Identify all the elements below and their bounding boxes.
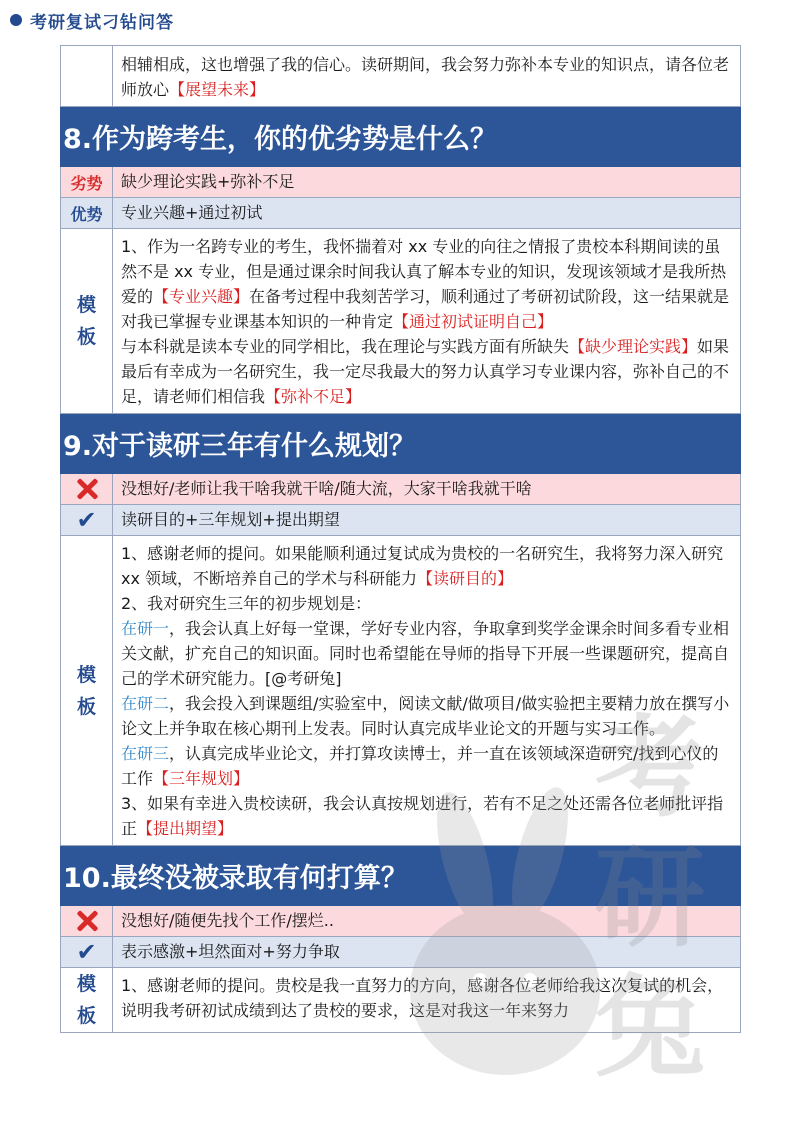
q8-template-row [61,229,741,414]
q9-template-label-text: 模板 [76,663,96,718]
q8-p2a: 与本科就是读本专业的同学相比，我在理论与实践方面有所缺失 [121,337,570,356]
q8-title: 8.作为跨考生，你的优劣势是什么？ [63,124,498,155]
q8-strong-row [61,198,741,229]
q8-p2b: 如果最后有幸成为一名研究生，我一定尽我最大的努力认真学习专业课内容，弥补自己的不足，请老师们相信我 [121,337,730,406]
q9-paragraph-1 [121,541,732,591]
q9-header [61,414,741,474]
q9-title: 9.对于读研三年有什么规划？ [63,431,417,462]
cross-icon [75,909,99,933]
q9-p3: 3、如果有幸进入贵校读研，我会认真按规划进行，若有不足之处还需各位老师批评指正 [121,794,724,838]
check-icon: ✔ [76,506,97,534]
q8-p1a: 1、作为一名跨专业的考生，我怀揣着对 xx 专业的向往之情报了贵校本科期间读的虽然不是 xx 专业，但是通过课余时间我认真了解本专业的知识，发现该领域才是我所热爱的 [121,237,727,306]
q8-weak-text: 缺少理论实践+弥补不足 [113,167,741,198]
q8-template-label-text: 模板 [76,294,96,348]
watermark-char-2: 研 [595,834,705,962]
q8-strong-text: 专业兴趣+通过初试 [113,198,741,229]
q9-template-text [113,536,741,846]
check-icon: ✔ [76,938,97,966]
q8-weak-row [61,167,741,198]
watermark-char-3: 兔 [595,964,705,1092]
q10-bad-text: 没想好/随便先找个工作/摆烂.. [113,906,741,937]
q8-title-cell [61,107,741,167]
intro-text-cell [113,46,741,107]
cross-icon [75,477,99,501]
q9-p1: 1、感谢老师的提问。如果能顺利通过复试成为贵校的一名研究生，我将努力深入研究 xx 领域，不断培养自己的学术与科研能力 [121,544,724,588]
intro-text: 相辅相成，这也增强了我的信心。读研期间，我会努力弥补本专业的知识点，请各位老师放心 [121,55,730,99]
q10-template-row [61,968,741,1033]
top-bar [0,0,800,44]
watermark-char-1: 考 [595,704,705,832]
q8-paragraph-1 [121,234,732,334]
q10-good-row [61,937,741,968]
q9-template-label [61,536,113,846]
q9-y1-text: ，我会认真上好每一堂课，学好专业内容，争取拿到奖学金课余时间多看专业相关文献，扩充自己的知识面。同时也希望能在导师的指导下开展一些课题研究，提高自己的学术研究能力。[@考研兔] [121,619,730,688]
q9-good-text: 读研目的+三年规划+提出期望 [113,505,741,536]
q10-good-text: 表示感激+坦然面对+努力争取 [113,937,741,968]
q8-p1b: 在备考过程中我刻苦学习，顺利通过了考研初试阶段，这一结果就是对我已掌握专业课基本知识的一种肯定 [121,287,730,331]
q8-template-label [61,229,113,414]
q9-y3-label: 在研三 [121,744,170,763]
q9-paragraph-3 [121,791,732,841]
q9-bad-row [61,474,741,505]
brand-title: 考研复试刁钻问答 [30,13,174,33]
qa-table [60,45,741,1033]
intro-row [61,46,741,107]
q9-y3-tag: 【三年规划】 [153,769,250,788]
q10-paragraph-1: 1、感谢老师的提问。贵校是我一直努力的方向，感谢各位老师给我这次复试的机会，说明我考研初试成绩到达了贵校的要求，这是对我这一年来努力 [121,976,724,1020]
q9-title-cell [61,414,741,474]
qa-document [60,45,740,1033]
q10-header [61,846,741,906]
q8-p1-tag1: 【专业兴趣】 [153,287,250,306]
q10-good-label [61,937,113,968]
q9-good-label [61,505,113,536]
q10-template-label [61,968,113,1033]
q9-year-2 [121,691,732,741]
q10-template-label-text: 模板 [76,973,96,1027]
q9-bad-label [61,474,113,505]
q10-template-text [113,968,741,1033]
q9-y2-label: 在研二 [121,694,170,713]
q9-p1-tag: 【读研目的】 [417,569,514,588]
q9-good-row [61,505,741,536]
q9-year-3 [121,741,732,791]
q9-p3-tag: 【提出期望】 [137,819,234,838]
q8-p2-tag1: 【缺少理论实践】 [569,337,698,356]
q9-year-1 [121,616,732,691]
q9-paragraph-2: 2、我对研究生三年的初步规划是： [121,594,372,613]
q8-p1-tag2: 【通过初试证明自己】 [393,312,554,331]
intro-label-cell [61,46,113,107]
bullet-dot-icon [10,14,22,26]
q10-bad-label [61,906,113,937]
q8-weak-label: 劣势 [61,167,113,198]
q9-y1-label: 在研一 [121,619,170,638]
q10-bad-row [61,906,741,937]
q8-strong-label: 优势 [61,198,113,229]
q8-paragraph-2 [121,334,732,409]
q8-header [61,107,741,167]
q9-y2-text: ，我会投入到课题组/实验室中，阅读文献/做项目/做实验把主要精力放在撰写小论文上并争取在核心期刊上发表。同时认真完成毕业论文的开题与实习工作。 [121,694,730,738]
q9-bad-text: 没想好/老师让我干啥我就干啥/随大流，大家干啥我就干啥 [113,474,741,505]
q8-template-text [113,229,741,414]
q9-y3-text: ，认真完成毕业论文，并打算攻读博士，并一直在该领域深造研究/找到心仪的工作 [121,744,719,788]
q9-template-row [61,536,741,846]
q8-p2-tag2: 【弥补不足】 [265,387,362,406]
q10-title: 10.最终没被录取有何打算？ [63,863,408,894]
intro-tag: 【展望未来】 [169,80,266,99]
q10-title-cell [61,846,741,906]
